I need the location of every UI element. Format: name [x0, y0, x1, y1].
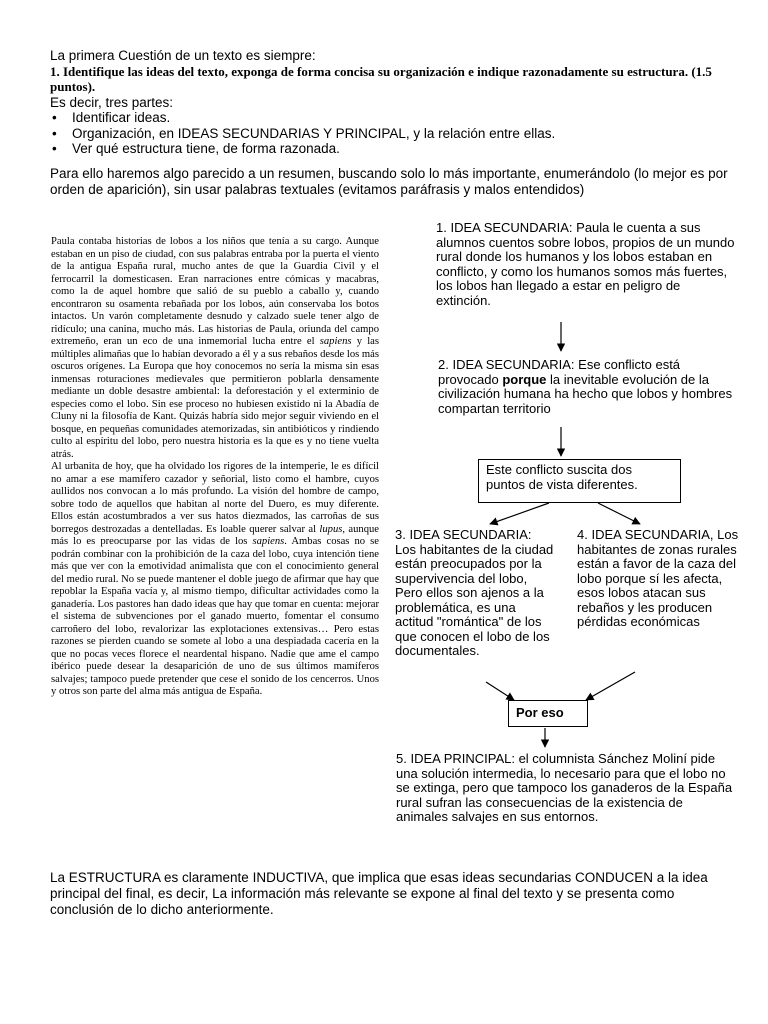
structure-paragraph: La ESTRUCTURA es claramente INDUCTIVA, que implica que esas ideas secundarias CONDUCEN a la idea principal del final, es decir, La información más relevante se expone al final del texto y se presenta como conclusión de lo dicho anteriormente. [50, 870, 708, 917]
italic-term: sapiens [319, 336, 352, 347]
italic-term: lupus [319, 523, 343, 535]
bold-term: porque [502, 371, 547, 387]
list-item: • Identificar ideas. [50, 110, 730, 126]
text-run: 2. IDEA SECUNDARIA: Ese conflicto está provocado [438, 357, 681, 387]
italic-term: sapiens [252, 536, 285, 547]
text-run: . Ambas cosas no se podrán combinar con la prohibición de la caza del lobo, cuya intención tiene más que ver con la emotividad animalista que con el conocimiento general del medio rural. No se puede mantener el doble juego de afirmar que hay que repoblar la España vacía y, al mismo tiempo, dificultar actividades como la ganadería. Los pastores han dado ideas que hay que tomar en cuenta: mejorar el sistema de subvenciones por el ganado muerto, fomentar el consumo carroñero del lobo, revalorizar las explotaciones extensivas… Pero estas razones se pierden cuando se somete al lobo a una despiadada cacería en la que no pocas veces florece el neardental hispano. Nadie que ame el campo ibérico puede desear la desaparición de uno de sus últimos mamíferos salvajes; tampoco puede pretender que cese el sonido de los cencerros. Unos y otros son parte del alma más antigua de España. [51, 536, 379, 697]
text-run: , aunque más lo es preocuparse por las vidas de los [51, 523, 379, 547]
list-item: • Ver qué estructura tiene, de forma razonada. [50, 141, 730, 157]
idea-1-box: 1. IDEA SECUNDARIA: Paula le cuenta a sus alumnos cuentos sobre lobos, propios de un mundo rural donde los humanos y los lobos estaban en conflicto, y como los humanos somos más fuertes, los lobos han llegado a estar en peligro de extinción. [436, 220, 735, 308]
text-run: Paula contaba historias de lobos a los niños que tenía a su cargo. Aunque estaban en un piso de ciudad, con sus palabras entraba por la puerta el viento de la antigua España rural, mucho antes de que la Guardia Civil y el ferrocarril la domesticasen. Eran narraciones entre cómicas y macabras, como la de aquel hombre que salió de su pueblo a caballo y, cuando encontraron su osamenta rebañada por los lobos, aún conservaba los botos intactos. Un varón completamente desnudo y calzado suele tener algo de ridículo; una canina, mucho más. Las historias de Paula, oriunda del campo extremeño, eran un eco de una inmemorial lucha entre el [51, 236, 379, 347]
idea-5-box: 5. IDEA PRINCIPAL: el columnista Sánchez Moliní pide una solución intermedia, lo necesario para que el lobo no se extinga, pero que tampoco los ganaderos de la España rural sufran las consecuencias de la existencia de animales salvajes en sus entornos. [396, 751, 733, 824]
idea-4-box: 4. IDEA SECUNDARIA, Los habitantes de zonas rurales están a favor de la caza del lobo porque sí les afecta, esos lobos atacan sus rebaños y les producen pérdidas económicas [577, 527, 739, 629]
list-item: • Organización, en IDEAS SECUNDARIAS Y PRINCIPAL, y la relación entre ellas. [50, 126, 730, 142]
arrow-3-to-por-eso [486, 682, 514, 700]
summary-paragraph: Para ello haremos algo parecido a un resumen, buscando solo lo más importante, enumerándolo (lo mejor es por orden de aparición), sin usar palabras textuales (evitamos paráfrasis y malos entendidos) [50, 166, 728, 197]
por-eso-box: Por eso [508, 700, 588, 727]
idea-3-box: 3. IDEA SECUNDARIA: Los habitantes de la ciudad están preocupados por la supervivencia del lobo, Pero ellos son ajenos a la problemática, es una actitud "romántica" de los que conocen el lobo de los documentales. [395, 527, 554, 658]
question-statement: 1. Identifique las ideas del texto, exponga de forma concisa su organización e indique razonadamente su estructura. (1.5 puntos). [50, 63, 712, 94]
text-run: la inevitable evolución de la civilización humana ha hecho que lobos y hombres compartan territorio [438, 371, 733, 416]
es-decir-line: Es decir, tres partes: [50, 94, 174, 110]
text-run: y las múltiples alimañas que lo habían devorado a él y a sus rebaños desde los más oscuros orígenes. La Europa que hoy conocemos no sería la misma sin esas inmensas roturaciones medievales que permitieron poblarla densamente mediante un doble desastre ambiental: la deforestación y el exterminio de especies como el lobo. Sin ese proceso no hubiesen existido ni la Abadía de Cluny ni la filosofía de Kant. Quizás habría sido mejor seguir viviendo en el bosque, en pequeñas comunidades atemorizadas, sin antibióticos y rindiendo culto al espíritu del lobo, pero nuestra historia es la que es y no tiene vuelta atrás. [51, 336, 379, 460]
arrow-conflict-to-4 [598, 503, 640, 524]
text-run: Al urbanita de hoy, que ha olvidado los rigores de la intemperie, le es difícil no amar a ese mamífero cazador y señorial, listo como el hambre, cuyos aullidos nos convocan a lo más profundo. La visión del hombre de campo, sobre todo de aquellos que habitan al norte del Duero, es muy diferente. Ellos están acostumbrados a ver sus hatos diezmados, las carroñas de sus borregos destrozadas a dentelladas. Es loable querer salvar al [51, 461, 379, 535]
conflict-box: Este conflicto suscita dos puntos de vista diferentes. [478, 459, 681, 503]
arrow-4-to-por-eso [586, 672, 635, 700]
intro-line: La primera Cuestión de un texto es siempre: [50, 48, 316, 63]
arrow-conflict-to-3 [490, 503, 549, 524]
